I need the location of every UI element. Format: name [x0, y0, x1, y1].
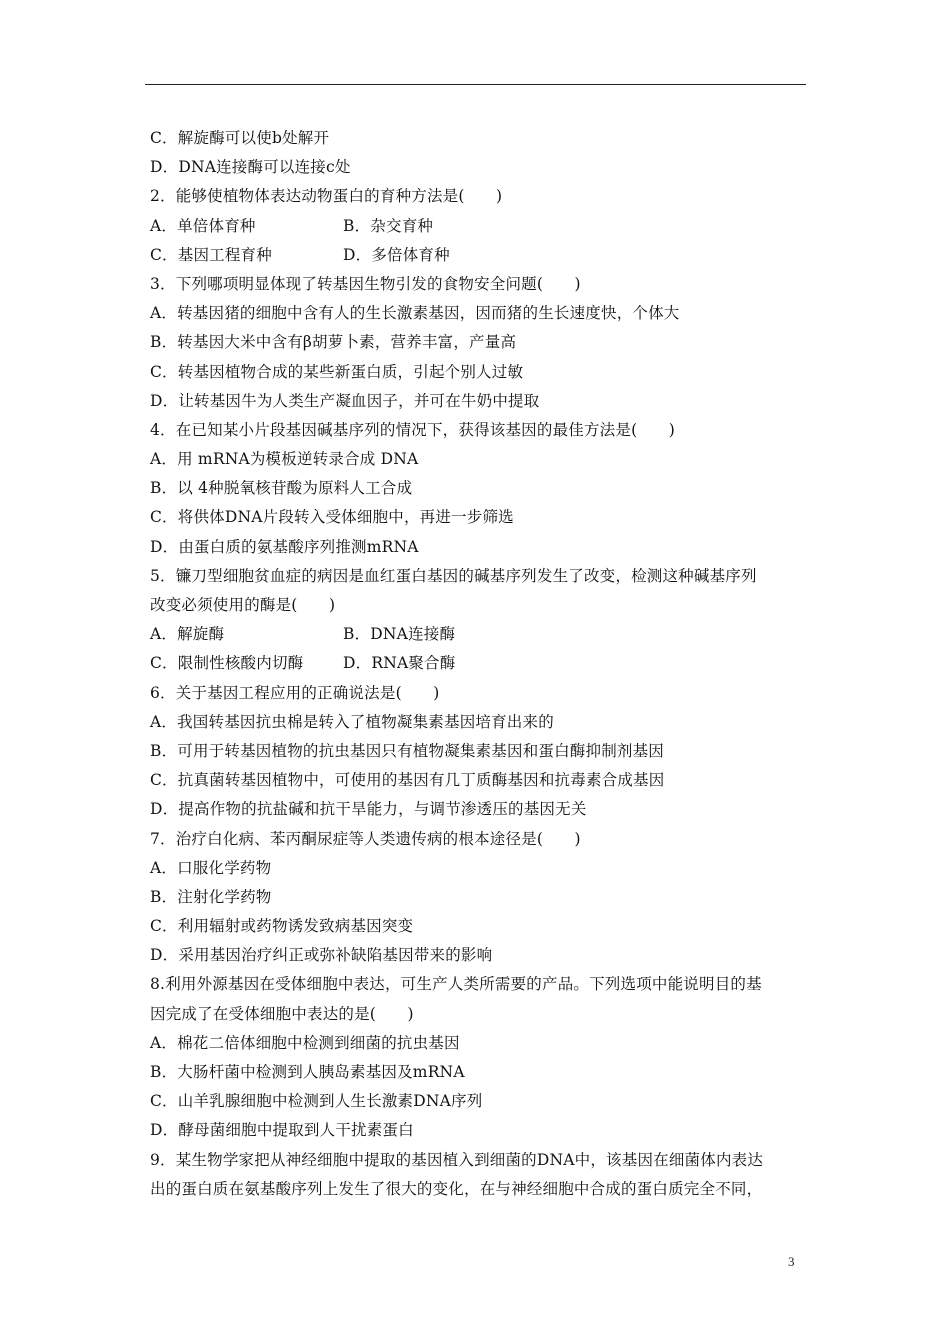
text-line: D．由蛋白质的氨基酸序列推测mRNA	[150, 537, 419, 556]
text-line: B．转基因大米中含有β胡萝卜素，营养丰富，产量高	[150, 333, 517, 352]
option-text: B．DNA连接酶	[343, 625, 456, 644]
page-number: 3	[788, 1254, 795, 1269]
option-text: B．杂交育种	[343, 216, 434, 235]
option-text: C．基因工程育种	[150, 245, 272, 264]
text-line: D．采用基因治疗纠正或弥补缺陷基因带来的影响	[150, 946, 493, 965]
option-row	[150, 241, 810, 270]
text-line: 4．在已知某小片段基因碱基序列的情况下，获得该基因的最佳方法是( )	[150, 420, 675, 439]
text-line: 5．镰刀型细胞贫血症的病因是血红蛋白基因的碱基序列发生了改变，检测这种碱基序列	[150, 566, 757, 585]
text-line: 改变必须使用的酶是( )	[150, 596, 336, 614]
option-text: D．多倍体育种	[343, 245, 450, 264]
option-text: A．单倍体育种	[150, 216, 256, 235]
text-line: C．转基因植物合成的某些新蛋白质，引起个别人过敏	[150, 362, 524, 381]
text-line: D．提高作物的抗盐碱和抗干旱能力，与调节渗透压的基因无关	[150, 800, 587, 819]
option-text: C．限制性核酸内切酶	[150, 654, 304, 673]
option-text: A．解旋酶	[150, 625, 225, 644]
text-line: 7．治疗白化病、苯丙酮尿症等人类遗传病的根本途径是( )	[150, 829, 581, 848]
text-line: A．棉花二倍体细胞中检测到细菌的抗虫基因	[150, 1033, 460, 1052]
text-line: 2．能够使植物体表达动物蛋白的育种方法是( )	[150, 187, 503, 206]
text-line: C．利用辐射或药物诱发致病基因突变	[150, 917, 414, 936]
option-row	[150, 649, 810, 678]
text-line: B．大肠杆菌中检测到人胰岛素基因及mRNA	[150, 1063, 465, 1081]
text-line: D．DNA连接酶可以连接c处	[150, 158, 351, 177]
option-row	[150, 212, 810, 241]
option-row	[150, 620, 810, 649]
text-line: 6．关于基因工程应用的正确说法是( )	[150, 683, 440, 702]
text-line: D．让转基因牛为人类生产凝血因子，并可在牛奶中提取	[150, 391, 540, 410]
text-line: B．可用于转基因植物的抗虫基因只有植物凝集素基因和蛋白酶抑制剂基因	[150, 741, 664, 760]
text-line: 因完成了在受体细胞中表达的是( )	[150, 1004, 414, 1023]
text-line: B．注射化学药物	[150, 887, 272, 906]
text-line: 出的蛋白质在氨基酸序列上发生了很大的变化，在与神经细胞中合成的蛋白质完全不同，	[150, 1179, 763, 1198]
text-line: 8.利用外源基因在受体细胞中表达，可生产人类所需要的产品。下列选项中能说明目的基	[150, 975, 762, 994]
text-line: A．口服化学药物	[150, 858, 272, 877]
option-text: D．RNA聚合酶	[343, 654, 456, 673]
text-line: C．解旋酶可以使b处解开	[150, 129, 330, 147]
text-line: C．将供体DNA片段转入受体细胞中，再进一步筛选	[150, 508, 514, 527]
text-line: 3．下列哪项明显体现了转基因生物引发的食物安全问题( )	[150, 274, 581, 293]
text-line: C．抗真菌转基因植物中，可使用的基因有几丁质酶基因和抗毒素合成基因	[150, 771, 665, 790]
text-line: A．转基因猪的细胞中含有人的生长激素基因，因而猪的生长速度快，个体大	[150, 304, 680, 323]
text-line: 9．某生物学家把从神经细胞中提取的基因植入到细菌的DNA中，该基因在细菌体内表达	[150, 1150, 764, 1169]
text-line: A．我国转基因抗虫棉是转入了植物凝集素基因培育出来的	[150, 712, 554, 731]
header-rule	[145, 84, 806, 85]
text-line: D．酵母菌细胞中提取到人干扰素蛋白	[150, 1121, 414, 1140]
text-line: A．用 mRNA为模板逆转录合成 DNA	[150, 450, 419, 469]
text-line: B．以 4种脱氧核苷酸为原料人工合成	[150, 479, 413, 498]
question-content	[150, 124, 810, 1204]
text-line: C．山羊乳腺细胞中检测到人生长激素DNA序列	[150, 1092, 483, 1111]
